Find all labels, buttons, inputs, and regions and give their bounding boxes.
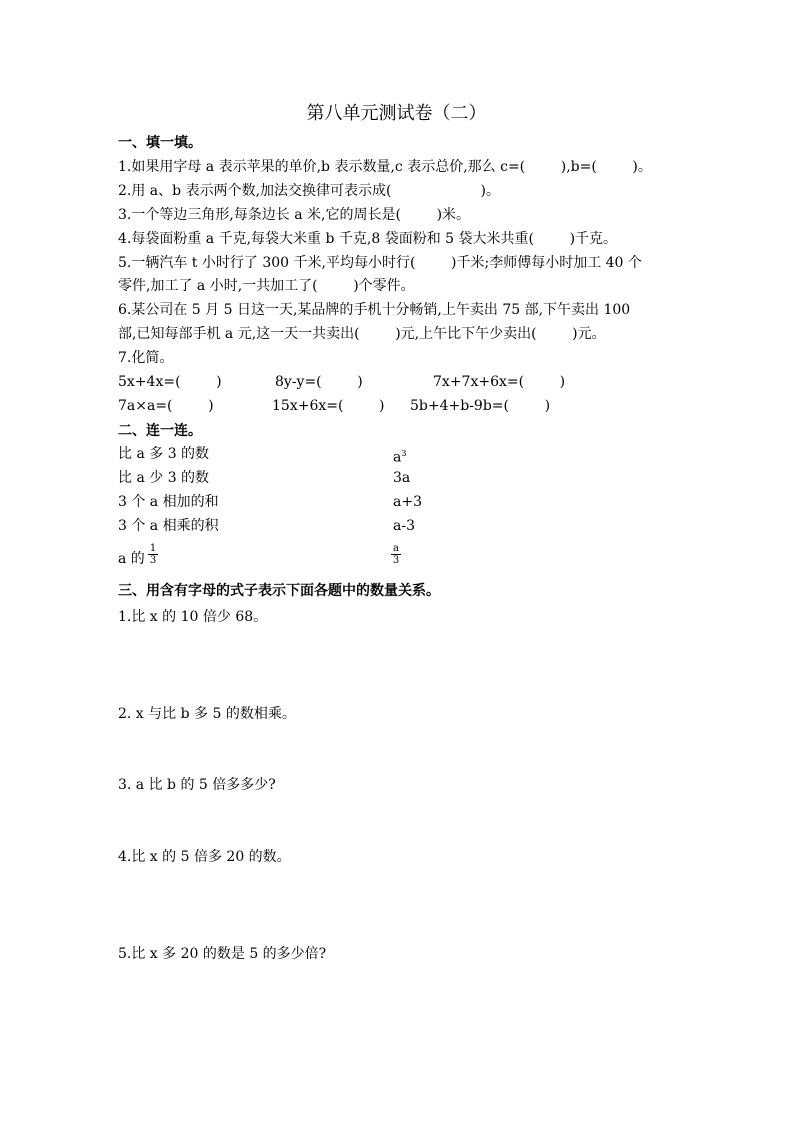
fraction-a-over-3	[391, 543, 401, 566]
section3-heading: 三、用含有字母的式子表示下面各题中的数量关系。	[118, 583, 440, 599]
question-1-5-line2: 零件,加工了 a 小时,一共加工了( )个零件。	[118, 278, 415, 294]
question-3-1: 1.比 x 的 10 倍少 68。	[118, 609, 268, 625]
question-1-6-line1: 6.某公司在 5 月 5 日这一天,某品牌的手机十分畅销,上午卖出 75 部,下午卖出 100	[118, 302, 631, 318]
match-right-item: a+3	[393, 494, 422, 510]
question-1-1: 1.如果用字母 a 表示苹果的单价,b 表示数量,c 表示总价,那么 c=( ),b=( )。	[118, 159, 652, 175]
match-right-item: 3a	[393, 470, 411, 486]
section2-heading: 二、连一连。	[118, 423, 202, 439]
match-right-item: $a^3$	[393, 449, 407, 466]
fraction-numerator: a	[393, 543, 399, 554]
section1-heading: 一、填一填。	[118, 135, 202, 151]
question-3-5: 5.比 x 多 20 的数是 5 的多少倍?	[118, 946, 327, 962]
fraction-one-third	[148, 543, 158, 566]
question-1-3: 3.一个等边三角形,每条边长 a 米,它的周长是( )米。	[118, 207, 471, 223]
question-3-3: 3. a 比 b 的 5 倍多多少?	[118, 777, 276, 793]
question-1-2: 2.用 a、b 表示两个数,加法交换律可表示成( )。	[118, 183, 500, 199]
question-3-4: 4.比 x 的 5 倍多 20 的数。	[118, 849, 291, 865]
match-left-item: a 的	[118, 551, 145, 567]
fraction-denominator: 3	[149, 555, 157, 566]
match-left-item: 比 a 多 3 的数	[118, 446, 210, 462]
fraction-numerator: 1	[149, 543, 157, 554]
page-title: 第八单元测试卷（二）	[306, 103, 487, 124]
simplify-item: 15x+6x=( )	[272, 398, 385, 414]
exponent: 3	[401, 449, 407, 458]
question-1-7: 7.化简。	[118, 350, 174, 366]
match-left-item: 比 a 少 3 的数	[118, 470, 210, 486]
question-3-2: 2. x 与比 b 多 5 的数相乘。	[118, 706, 296, 722]
simplify-item: 5x+4x=( )	[118, 374, 222, 390]
simplify-item: 5b+4+b-9b=( )	[410, 398, 551, 414]
simplify-item: 8y-y=( )	[275, 374, 363, 390]
simplify-item: 7x+7x+6x=( )	[433, 374, 566, 390]
match-right-item: a-3	[393, 518, 415, 534]
question-1-4: 4.每袋面粉重 a 千克,每袋大米重 b 千克,8 袋面粉和 5 袋大米共重( )千克。	[118, 231, 618, 247]
match-left-item: 3 个 a 相乘的积	[118, 518, 219, 534]
match-left-item: 3 个 a 相加的和	[118, 494, 219, 510]
simplify-item: 7a×a=( )	[118, 398, 214, 414]
question-1-5-line1: 5.一辆汽车 t 小时行了 300 千米,平均每小时行( )千米;李师傅每小时加工 40 个	[118, 255, 642, 271]
question-1-6-line2: 部,已知每部手机 a 元,这一天一共卖出( )元,上午比下午少卖出( )元。	[118, 326, 606, 342]
fraction-denominator: 3	[392, 555, 400, 566]
